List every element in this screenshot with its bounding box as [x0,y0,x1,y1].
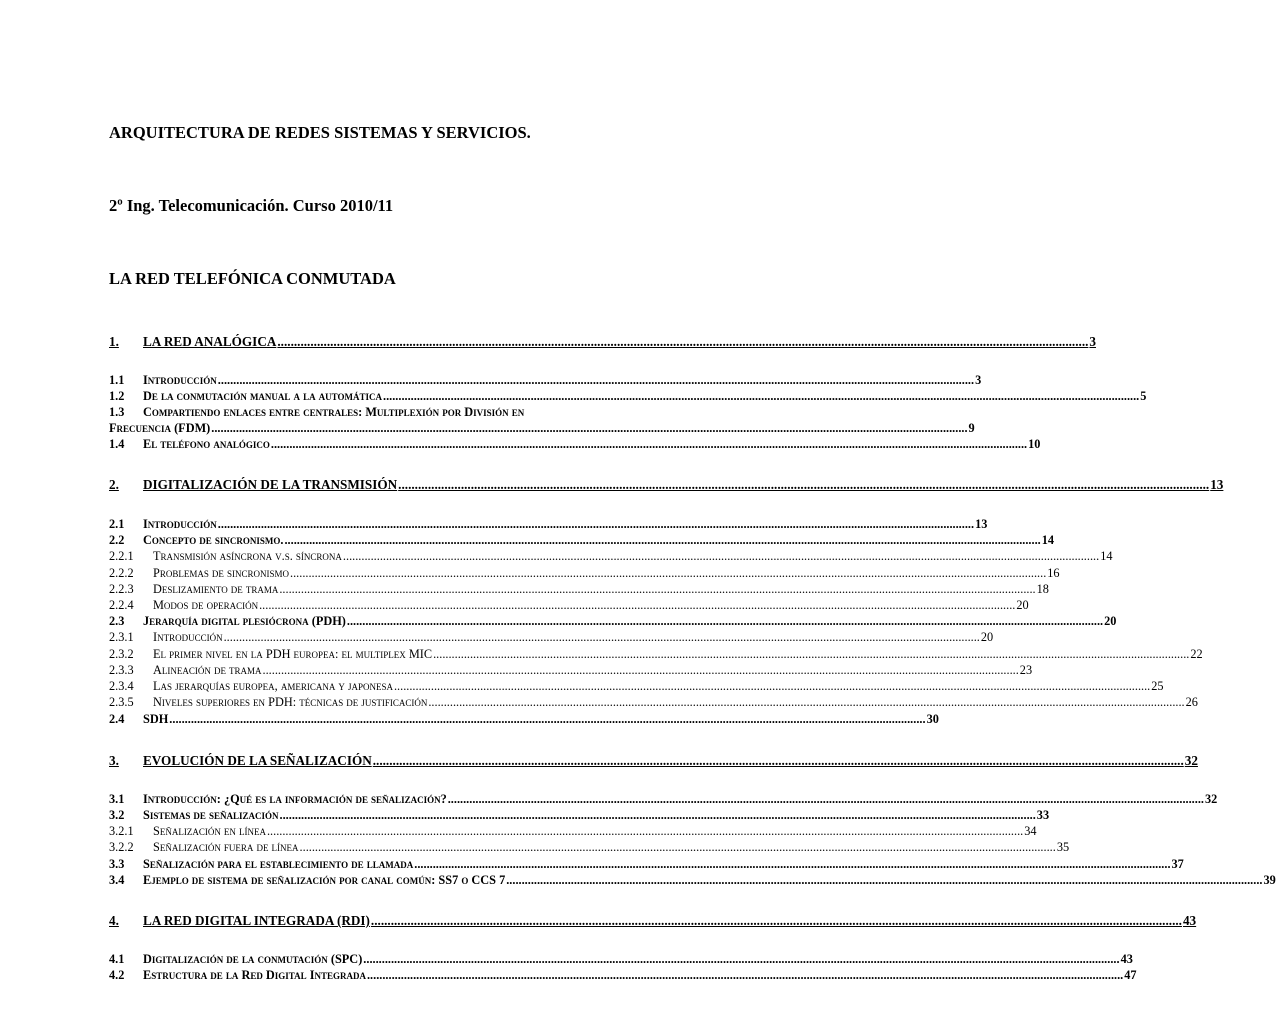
document-title: ARQUITECTURA DE REDES SISTEMAS Y SERVICIOS. [109,123,531,142]
toc-number: 2.3 [109,614,125,628]
toc-number: 2.3.3 [109,663,134,677]
toc-page-number: 43 [1120,952,1133,966]
toc-page-number: 30 [926,712,939,726]
toc-page-number: 20 [1104,614,1117,628]
toc-page-number: 47 [1124,968,1137,982]
toc-leader [224,630,980,645]
toc-page-number: 43 [1182,913,1197,928]
toc-page-number: 5 [1140,389,1147,403]
toc-entry-2-2-2[interactable] [109,566,1060,581]
toc-entry-3-2-2[interactable] [109,840,1070,855]
toc-chapter-2[interactable] [109,476,1224,493]
toc-number: 3.2.2 [109,840,134,854]
toc-entry-2-2-4[interactable] [109,598,1029,613]
toc-page-number: 39 [1263,873,1276,887]
toc-leader [279,582,1035,597]
toc-label: LA RED ANALÓGICA [143,334,277,349]
toc-chapter-3[interactable] [109,752,1198,769]
toc-entry-2-3[interactable] [109,614,1117,629]
toc-number: 3.2 [109,808,125,822]
section-heading: LA RED TELEFÓNICA CONMUTADA [109,269,396,288]
toc-page-number: 14 [1041,533,1055,547]
toc-label: Deslizamiento de trama [153,582,279,596]
toc-number: 2.1 [109,517,125,531]
toc-number: 2.3.2 [109,647,134,661]
toc-page-number: 23 [1019,663,1033,677]
toc-label: SDH [143,712,169,726]
toc-leader [428,695,1184,710]
toc-label: Niveles superiores en PDH: técnicas de justificación [153,695,428,709]
toc-number: 1. [109,334,119,349]
toc-leader [290,566,1046,581]
toc-leader [218,517,974,532]
toc-entry-2-2-1[interactable] [109,549,1113,564]
toc-label: Transmisión asíncrona v.s. síncrona [153,549,342,563]
toc-page-number: 13 [975,517,988,531]
toc-number: 2.2.4 [109,598,134,612]
toc-label: LA RED DIGITAL INTEGRADA (RDI) [143,913,370,928]
toc-page-number: 13 [1210,477,1224,492]
toc-label-continuation: Frecuencia (FDM) [109,421,211,435]
toc-label: El teléfono analógico [143,437,270,451]
toc-label: DIGITALIZACIÓN DE LA TRANSMISIÓN [143,477,398,492]
toc-entry-1-3[interactable] [109,421,975,436]
toc-label: El primer nivel en la PDH europea: el multiplex MIC [153,647,433,661]
toc-leader [263,663,1019,678]
toc-leader [277,333,1088,350]
toc-chapter-4[interactable] [109,912,1197,929]
toc-number: 2.2.3 [109,582,134,596]
toc-number: 1.1 [109,373,125,387]
toc-number: 2.2 [109,533,125,547]
toc-label: Señalización fuera de línea [153,840,299,854]
course-subtitle: 2º Ing. Telecomunicación. Curso 2010/11 [109,196,394,215]
toc-number: 2.2.1 [109,549,134,563]
toc-label: Introducción [143,373,217,387]
toc-label: Digitalización de la conmutación (SPC) [143,952,363,966]
toc-entry-2-3-4[interactable] [109,679,1164,694]
toc-label: Las jerarquías europea, americana y japonesa [153,679,393,693]
toc-entry-3-3[interactable] [109,857,1184,872]
toc-entry-2-1[interactable] [109,517,988,532]
toc-leader [383,389,1139,404]
toc-page-number: 20 [980,630,994,644]
toc-leader [506,873,1262,888]
toc-page-number: 34 [1024,824,1037,838]
toc-number: 2.4 [109,712,125,726]
toc-entry-1-3-first-line[interactable] [109,405,524,420]
toc-entry-3-1[interactable] [109,792,1218,807]
toc-label: Introducción: ¿Qué es la información de señalización? [143,792,447,806]
toc-entry-2-3-3[interactable] [109,663,1033,678]
toc-entry-2-3-5[interactable] [109,695,1198,710]
toc-leader [414,857,1170,872]
toc-label: Compartiendo enlaces entre centrales: Multiplexión por División en [143,405,525,419]
toc-label: Señalización para el establecimiento de llamada [143,857,414,871]
toc-label: Alineación de trama [153,663,262,677]
toc-entry-1-2[interactable] [109,389,1147,404]
toc-page-number: 10 [1028,437,1041,451]
toc-label: Concepto de sincronismo. [143,533,284,547]
toc-leader [284,533,1040,548]
toc-label: Estructura de la Red Digital Integrada [143,968,366,982]
toc-number: 2.2.2 [109,566,134,580]
toc-chapter-1[interactable] [109,333,1096,350]
toc-entry-3-2[interactable] [109,808,1050,823]
toc-entry-2-3-2[interactable] [109,647,1203,662]
toc-page-number: 18 [1036,582,1049,596]
toc-label: Introducción [143,517,217,531]
toc-leader [259,598,1015,613]
toc-number: 2.3.5 [109,695,134,709]
toc-entry-4-2[interactable] [109,968,1137,983]
toc-page-number: 32 [1184,753,1198,768]
toc-number: 3.1 [109,792,125,806]
toc-number: 3.2.1 [109,824,134,838]
toc-number: 4.1 [109,952,125,966]
toc-entry-2-4[interactable] [109,712,939,727]
toc-leader [398,476,1209,493]
toc-label: Señalización en línea [153,824,266,838]
toc-label: Problemas de sincronismo [153,566,290,580]
toc-entry-3-4[interactable] [109,873,1276,888]
toc-page-number: 32 [1204,792,1218,806]
toc-leader [271,437,1027,452]
toc-page-number: 3 [975,373,982,387]
toc-page-number: 37 [1171,857,1184,871]
toc-number: 4. [109,913,119,928]
toc-number: 1.3 [109,405,125,419]
toc-number: 2. [109,477,119,492]
toc-entry-3-2-1[interactable] [109,824,1037,839]
toc-leader [373,752,1184,769]
toc-label: De la conmutación manual a la automática [143,389,382,403]
toc-entry-4-1[interactable] [109,952,1133,967]
toc-number: 3. [109,753,119,768]
toc-leader [169,712,925,727]
toc-label: Introducción [153,630,223,644]
toc-number: 2.3.1 [109,630,134,644]
toc-number: 4.2 [109,968,125,982]
toc-page-number: 22 [1190,647,1203,661]
toc-page-number: 20 [1016,598,1029,612]
toc-page-number: 33 [1036,808,1050,822]
toc-number: 2.3.4 [109,679,134,693]
toc-number: 3.4 [109,873,125,887]
toc-leader [343,549,1099,564]
toc-entry-2-2[interactable] [109,533,1055,548]
toc-entry-2-2-3[interactable] [109,582,1049,597]
toc-leader [347,614,1103,629]
toc-leader [218,373,974,388]
toc-leader [363,952,1119,967]
toc-page-number: 9 [968,421,975,435]
toc-number: 1.4 [109,437,125,451]
toc-page-number: 26 [1185,695,1198,709]
toc-page-number: 35 [1056,840,1070,854]
toc-leader [371,912,1182,929]
toc-leader [267,824,1023,839]
toc-page-number: 16 [1047,566,1060,580]
toc-leader [280,808,1036,823]
toc-entry-1-4[interactable] [109,437,1041,452]
toc-number: 3.3 [109,857,125,871]
toc-leader [211,421,967,436]
toc-leader [448,792,1204,807]
toc-leader [367,968,1123,983]
toc-page-number: 14 [1100,549,1113,563]
toc-leader [300,840,1056,855]
toc-leader [433,647,1189,662]
toc-page-number: 3 [1089,334,1096,349]
toc-number: 1.2 [109,389,125,403]
toc-label: Modos de operación [153,598,259,612]
toc-label: Sistemas de señalización [143,808,279,822]
toc-leader [394,679,1150,694]
toc-label: Ejemplo de sistema de señalización por canal común: SS7 o CCS 7 [143,873,506,887]
toc-label: Jerarquía digital plesiócrona (PDH) [143,614,346,628]
toc-entry-1-1[interactable] [109,373,982,388]
toc-entry-2-3-1[interactable] [109,630,994,645]
toc-page-number: 25 [1151,679,1164,693]
toc-label: EVOLUCIÓN DE LA SEÑALIZACIÓN [143,753,372,768]
